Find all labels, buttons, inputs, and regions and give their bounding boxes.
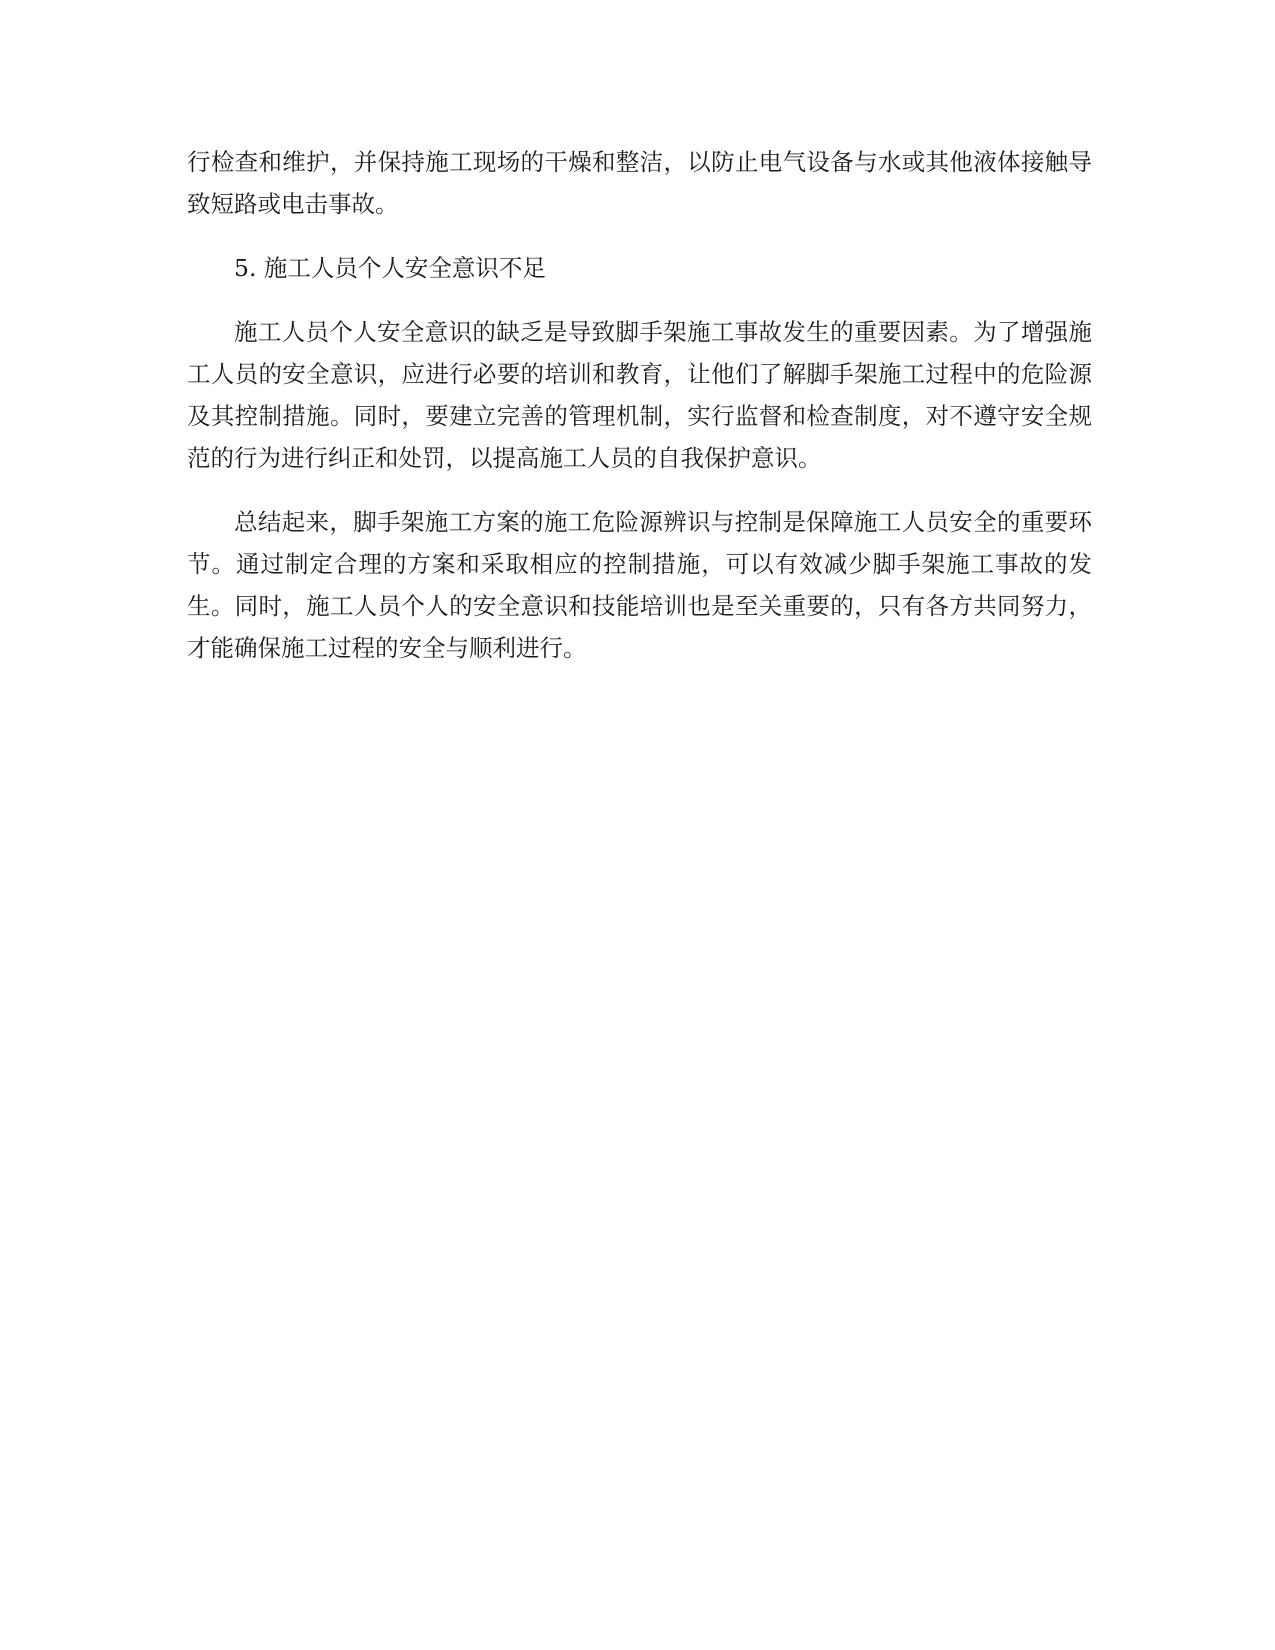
paragraph-continuation: 行检查和维护，并保持施工现场的干燥和整洁，以防止电气设备与水或其他液体接触导致短路或电击事故。 [187,148,1092,218]
section-heading-5: 5. 施工人员个人安全意识不足 [234,254,546,282]
document-body [187,141,1092,691]
paragraph-summary: 总结起来，脚手架施工方案的施工危险源辨识与控制是保障施工人员安全的重要环节。通过制定合理的方案和采取相应的控制措施，可以有效减少脚手架施工事故的发生。同时，施工人员个人的安全意识和技能培训也是至关重要的，只有各方共同努力，才能确保施工过程的安全与顺利进行。 [187,508,1092,662]
paragraph-safety-awareness: 施工人员个人安全意识的缺乏是导致脚手架施工事故发生的重要因素。为了增强施工人员的安全意识，应进行必要的培训和教育，让他们了解脚手架施工过程中的危险源及其控制措施。同时，要建立完善的管理机制，实行监督和检查制度，对不遵守安全规范的行为进行纠正和处罚，以提高施工人员的自我保护意识。 [187,318,1092,472]
